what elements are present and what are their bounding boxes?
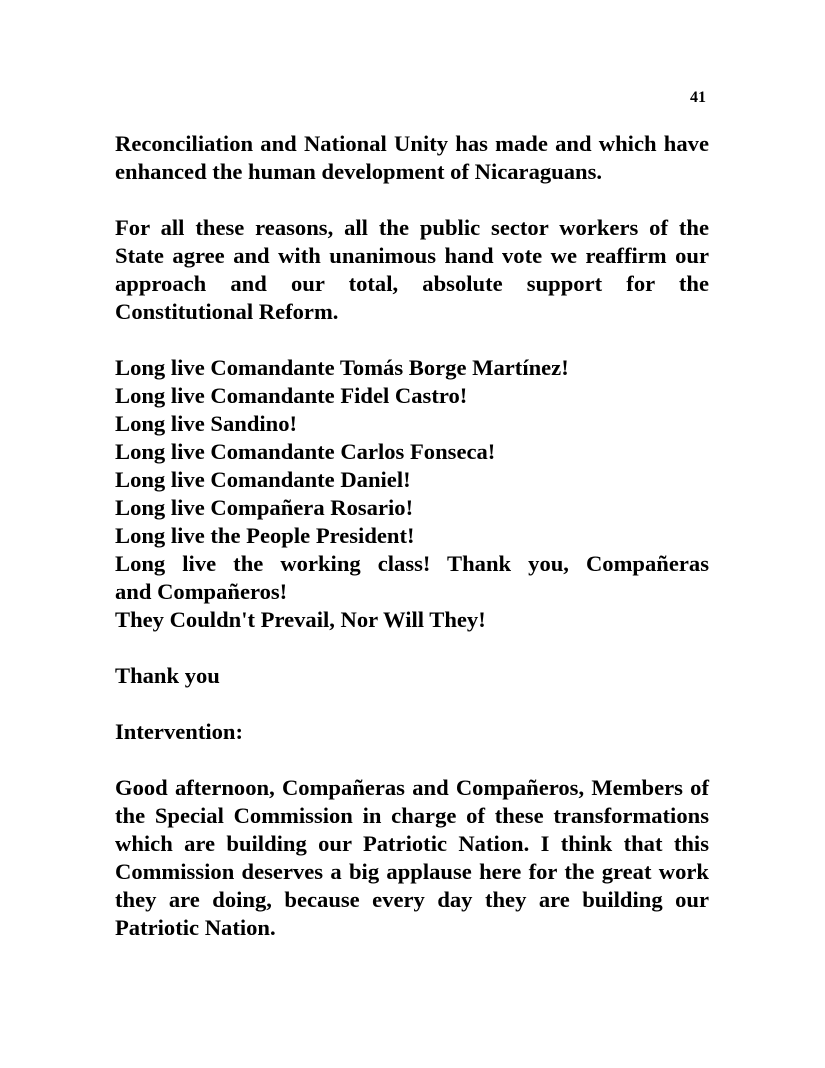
cheer-line: Long live Sandino! — [115, 411, 298, 436]
prevail-line: They Couldn't Prevail, Nor Will They! — [115, 607, 486, 632]
document-body — [115, 130, 709, 970]
cheer-line: Long live the People President! — [115, 523, 415, 548]
cheer-line: Long live Comandante Carlos Fonseca! — [115, 439, 496, 464]
paragraph-public-sector-support: For all these reasons, all the public sector workers of the State agree and with unanimous hand vote we reaffirm our approach and our total, absolute support for the Constitutional Reform. — [115, 215, 709, 324]
cheer-line: Long live Comandante Daniel! — [115, 467, 411, 492]
cheers-block — [115, 354, 709, 634]
paragraph-reconciliation: Reconciliation and National Unity has made and which have enhanced the human development of Nicaraguans. — [115, 131, 709, 184]
cheer-line: Long live Comandante Fidel Castro! — [115, 383, 468, 408]
intervention-heading: Intervention: — [115, 719, 244, 744]
thank-you-line: Thank you — [115, 663, 220, 688]
page-number: 41 — [690, 89, 706, 106]
paragraph-intervention: Good afternoon, Compañeras and Compañeros, Members of the Special Commission in charge of these transformations which are building our Patriotic Nation. I think that this Commission deserves a big applause here for the great work they are doing, because every day they are building our Patriotic Nation. — [115, 775, 709, 940]
cheer-line: Long live Compañera Rosario! — [115, 495, 414, 520]
cheer-line-working-class: Long live the working class! Thank you, Compañeras — [115, 551, 709, 576]
cheer-line-working-class-continued: and Compañeros! — [115, 579, 288, 604]
cheer-line: Long live Comandante Tomás Borge Martínez! — [115, 355, 569, 380]
